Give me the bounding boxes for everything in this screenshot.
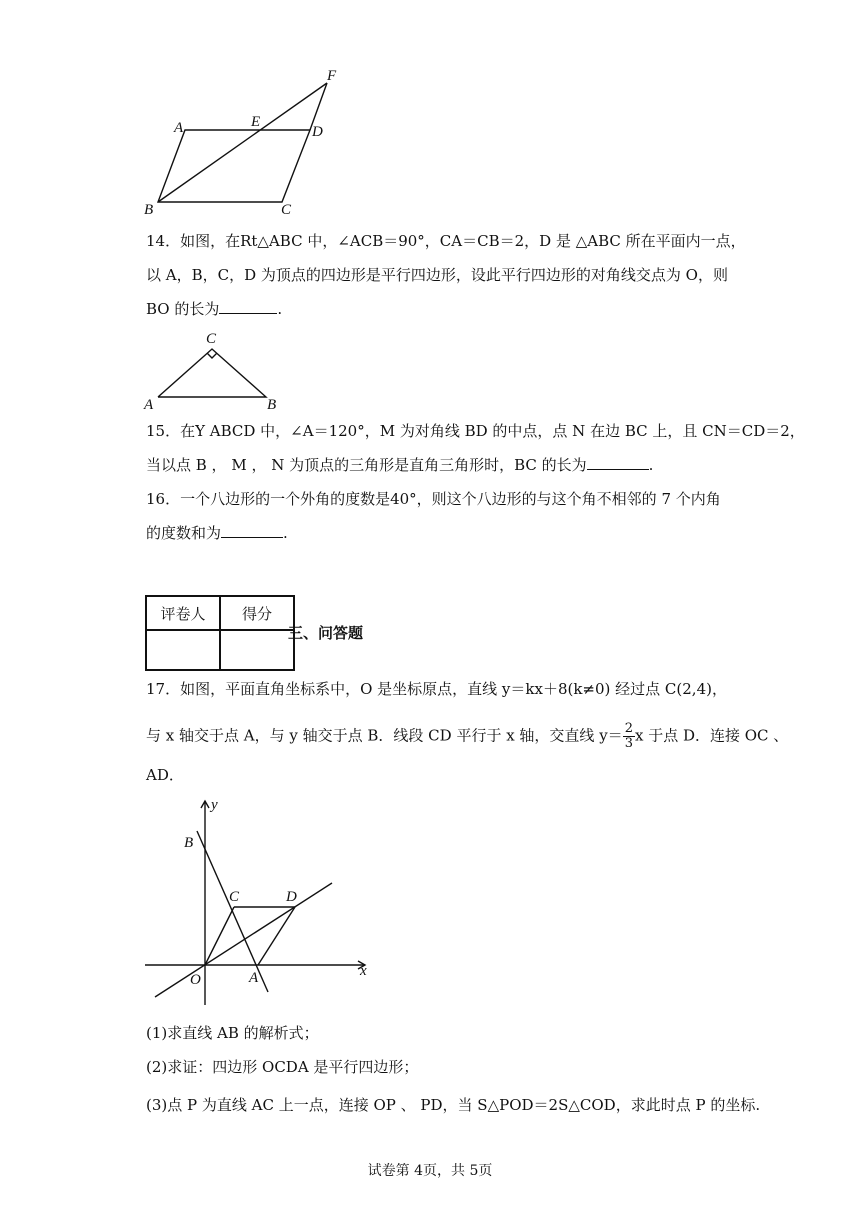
q14-line3-end: .	[277, 300, 283, 318]
figure-parallelogram-abcd-ef	[130, 60, 360, 220]
line-od-extended	[155, 883, 332, 997]
triangle-abc	[158, 349, 266, 397]
label-d: D	[286, 889, 297, 905]
q15-line1: 15．在Y ABCD 中，∠A＝120°，M 为对角线 BD 的中点，点 N 在边 BC 上，且 CN＝CD＝2，	[146, 422, 805, 440]
label-y: y	[211, 797, 218, 813]
label-d: D	[312, 124, 323, 140]
score-table-score-cell[interactable]	[220, 630, 294, 670]
score-table	[145, 595, 295, 671]
label-b: B	[144, 202, 154, 218]
segment-oc	[205, 907, 234, 965]
page-footer: 试卷第 4页，共 5页	[367, 1163, 493, 1179]
score-table-grader-header: 评卷人	[146, 596, 220, 630]
q17-line2-part1: 与 x 轴交于点 A，与 y 轴交于点 B．线段 CD 平行于 x 轴，交直线 y＝	[146, 726, 623, 745]
q16-line2-text: 的度数和为	[146, 524, 222, 542]
label-c: C	[229, 889, 240, 905]
parallelogram-abcd	[158, 130, 310, 202]
q16-line2	[146, 522, 288, 544]
q16-line2-end: .	[283, 524, 288, 542]
q14-line3-text: BO 的长为	[146, 300, 220, 318]
label-b: B	[184, 835, 194, 851]
figure-right-triangle-abc	[140, 325, 290, 415]
q14-answer-blank[interactable]	[219, 299, 277, 314]
segment-bf	[158, 83, 327, 202]
q15-answer-blank[interactable]	[587, 455, 649, 470]
q17-sub3: (3)点 P 为直线 AC 上一点，连接 OP 、 PD，当 S△POD＝2S△COD，求此时点 P 的坐标.	[146, 1096, 761, 1114]
label-c: C	[206, 331, 217, 347]
q17-sub2: (2)求证：四边形 OCDA 是平行四边形；	[146, 1058, 419, 1076]
q15-line2	[146, 454, 653, 476]
q17-line1: 17．如图，平面直角坐标系中，O 是坐标原点，直线 y＝kx＋8(k≠0) 经过点 C(2,4)，	[146, 680, 727, 698]
q17-line2-part2: x 于点 D．连接 OC 、	[634, 726, 789, 745]
label-a: A	[144, 397, 154, 413]
q17-sub1: (1)求直线 AB 的解析式；	[146, 1024, 319, 1042]
label-a: A	[249, 970, 259, 986]
label-o: O	[190, 972, 201, 988]
q17-line3: AD．	[146, 766, 184, 784]
label-e: E	[251, 114, 261, 130]
label-x: x	[360, 963, 367, 979]
q16-line1: 16．一个八边形的一个外角的度数是40°，则这个八边形的与这个角不相邻的 7 个内角	[146, 490, 721, 508]
fraction-numerator: 2	[624, 721, 633, 736]
fraction-two-thirds	[623, 722, 635, 751]
q15-line2-end: .	[648, 456, 654, 474]
q14-line2: 以 A，B，C，D 为顶点的四边形是平行四边形，设此平行四边形的对角线交点为 O，则	[146, 266, 728, 284]
score-table-grader-cell[interactable]	[146, 630, 220, 670]
q14-line3	[146, 298, 282, 320]
label-c: C	[281, 202, 292, 218]
fraction-denominator: 3	[624, 736, 633, 751]
q16-answer-blank[interactable]	[221, 523, 283, 538]
label-a: A	[174, 120, 184, 136]
section-title: 三、问答题	[288, 624, 364, 642]
right-angle-mark	[207, 353, 217, 358]
label-f: F	[327, 68, 337, 84]
label-b: B	[267, 397, 277, 413]
q15-line2-text: 当以点 B ， M ， N 为顶点的三角形是直角三角形时，BC 的长为	[146, 456, 587, 474]
segment-df	[310, 83, 327, 130]
q17-line2	[146, 722, 788, 751]
figure-coordinate-plane	[140, 795, 380, 1010]
q14-line1: 14．如图，在Rt△ABC 中，∠ACB＝90°，CA＝CB＝2，D 是 △ABC 所在平面内一点，	[146, 232, 746, 250]
score-table-score-header: 得分	[220, 596, 294, 630]
segment-ad	[258, 907, 295, 965]
